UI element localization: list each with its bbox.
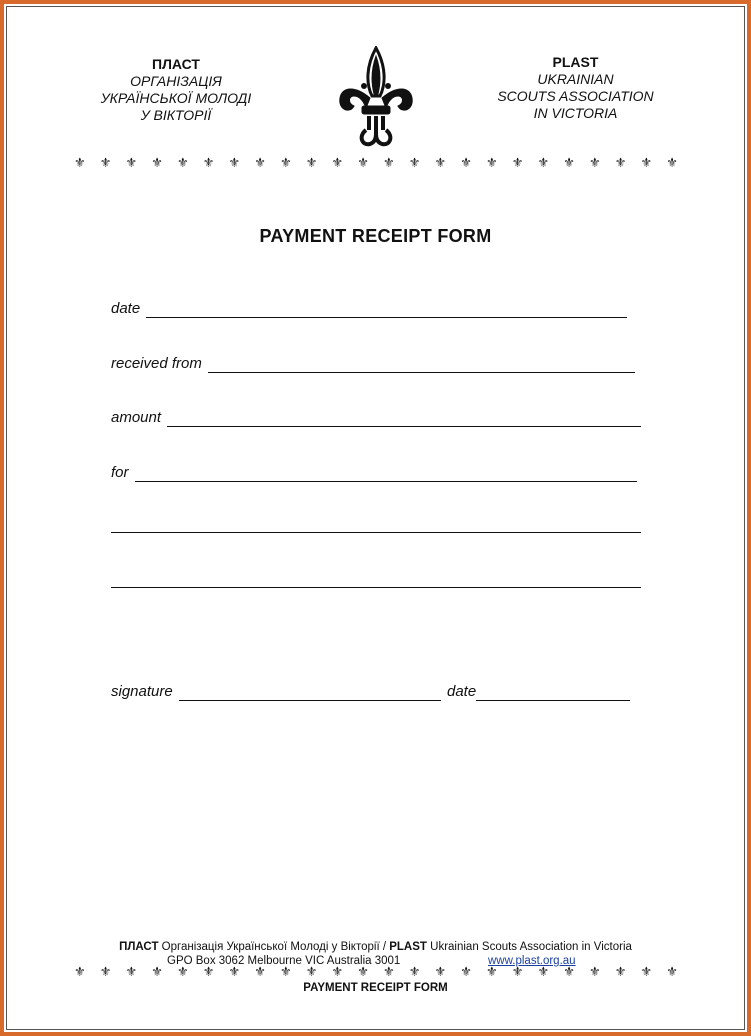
header-right-line2: SCOUTS ASSOCIATION [497, 88, 654, 104]
for-field[interactable] [111, 460, 637, 482]
fleur-divider-icon: ⚜ [666, 965, 678, 980]
signature-field[interactable] [111, 679, 441, 701]
fleur-divider-icon: ⚜ [357, 156, 369, 171]
fleur-divider-icon: ⚜ [511, 965, 524, 980]
fleur-divider-icon: ⚜ [305, 965, 318, 980]
fleur-divider-icon: ⚜ [614, 965, 627, 980]
fleur-divider-icon: ⚜ [177, 965, 189, 980]
fleur-divider-icon: ⚜ [640, 965, 653, 980]
header-right-line1: UKRAINIAN [537, 71, 614, 87]
amount-label: amount [111, 409, 162, 426]
date-label: date [111, 300, 141, 317]
fleur-divider-icon: ⚜ [614, 156, 627, 171]
fleur-divider-icon: ⚜ [280, 965, 292, 980]
header-right-title: PLAST [552, 54, 599, 70]
footer-address: GPO Box 3062 Melbourne VIC Australia 3001 [167, 955, 401, 967]
for-line[interactable] [135, 463, 637, 482]
fleur-divider-icon: ⚜ [434, 965, 447, 980]
fleur-divider-icon: ⚜ [74, 965, 86, 980]
fleur-divider-icon: ⚜ [202, 965, 215, 980]
signature-date-line[interactable] [476, 682, 630, 701]
fleur-divider-icon: ⚜ [460, 156, 472, 171]
amount-field[interactable] [111, 405, 641, 427]
header-right-block [478, 54, 673, 122]
fleur-divider-icon: ⚜ [408, 156, 421, 171]
header-right-line3: IN VICTORIA [533, 105, 618, 121]
footer-form-name: PAYMENT RECEIPT FORM [303, 982, 448, 994]
fleur-divider-icon: ⚜ [357, 965, 369, 980]
amount-line[interactable] [167, 408, 641, 427]
fleur-divider-icon: ⚜ [408, 965, 421, 980]
fleur-divider-icon: ⚜ [434, 156, 447, 171]
fleur-divider-icon: ⚜ [589, 965, 601, 980]
signature-date-field[interactable] [447, 679, 630, 701]
header-left-block [76, 56, 276, 124]
fleur-divider-icon: ⚜ [486, 156, 498, 171]
footer-org-cyr-text: Організація Української Молоді у Вікторії / [158, 941, 390, 953]
footer-website-link[interactable]: www.plast.org.au [488, 955, 576, 967]
signature-date-label: date [447, 683, 477, 700]
footer-org-lat-text: Ukrainian Scouts Association in Victoria [426, 941, 632, 953]
fleur-divider-top [74, 157, 678, 171]
fleur-divider-icon: ⚜ [177, 156, 189, 171]
footer-org-lat-bold: PLAST [389, 941, 427, 953]
fleur-divider-icon: ⚜ [563, 965, 575, 980]
header-left-title: ПЛАСТ [152, 56, 200, 72]
footer-org-cyr-bold: ПЛАСТ [119, 941, 159, 953]
fleur-divider-icon: ⚜ [511, 156, 524, 171]
fleur-divider-icon: ⚜ [537, 965, 550, 980]
fleur-divider-icon: ⚜ [254, 965, 266, 980]
fleur-divider-icon: ⚜ [280, 156, 292, 171]
for-continuation-line-1[interactable] [111, 532, 641, 533]
fleur-divider-icon: ⚜ [228, 156, 241, 171]
received-from-field[interactable] [111, 351, 635, 373]
date-field[interactable] [111, 296, 627, 318]
fleur-divider-icon: ⚜ [228, 965, 241, 980]
signature-line[interactable] [179, 682, 441, 701]
fleur-divider-icon: ⚜ [125, 156, 138, 171]
fleur-divider-icon: ⚜ [383, 156, 395, 171]
header-left-line1: ОРГАНІЗАЦІЯ [130, 73, 222, 89]
fleur-divider-icon: ⚜ [331, 965, 344, 980]
fleur-divider-icon: ⚜ [99, 156, 112, 171]
fleur-divider-icon: ⚜ [125, 965, 138, 980]
fleur-divider-icon: ⚜ [589, 156, 601, 171]
fleur-divider-icon: ⚜ [305, 156, 318, 171]
fleur-divider-icon: ⚜ [331, 156, 344, 171]
footer-org-line [0, 940, 751, 954]
fleur-divider-icon: ⚜ [151, 156, 163, 171]
date-line[interactable] [146, 299, 627, 318]
for-label: for [111, 464, 129, 481]
fleur-divider-icon: ⚜ [151, 965, 163, 980]
fleur-divider-icon: ⚜ [666, 156, 678, 171]
received-from-label: received from [111, 355, 202, 372]
header-left-line2: УКРАЇНСЬКОЇ МОЛОДІ [100, 90, 252, 106]
header-left-line3: У ВІКТОРІЇ [140, 107, 212, 123]
fleur-divider-icon: ⚜ [563, 156, 575, 171]
fleur-de-lis-icon [336, 46, 416, 148]
fleur-divider-bottom [74, 966, 678, 980]
fleur-divider-icon: ⚜ [99, 965, 112, 980]
for-continuation-line-2[interactable] [111, 587, 641, 588]
fleur-divider-icon: ⚜ [202, 156, 215, 171]
signature-label: signature [111, 683, 173, 700]
received-from-line[interactable] [208, 354, 635, 373]
fleur-divider-icon: ⚜ [74, 156, 86, 171]
fleur-divider-icon: ⚜ [254, 156, 266, 171]
fleur-divider-icon: ⚜ [486, 965, 498, 980]
fleur-divider-icon: ⚜ [383, 965, 395, 980]
fleur-divider-icon: ⚜ [640, 156, 653, 171]
form-title: PAYMENT RECEIPT FORM [259, 226, 492, 246]
fleur-divider-icon: ⚜ [460, 965, 472, 980]
fleur-divider-icon: ⚜ [537, 156, 550, 171]
